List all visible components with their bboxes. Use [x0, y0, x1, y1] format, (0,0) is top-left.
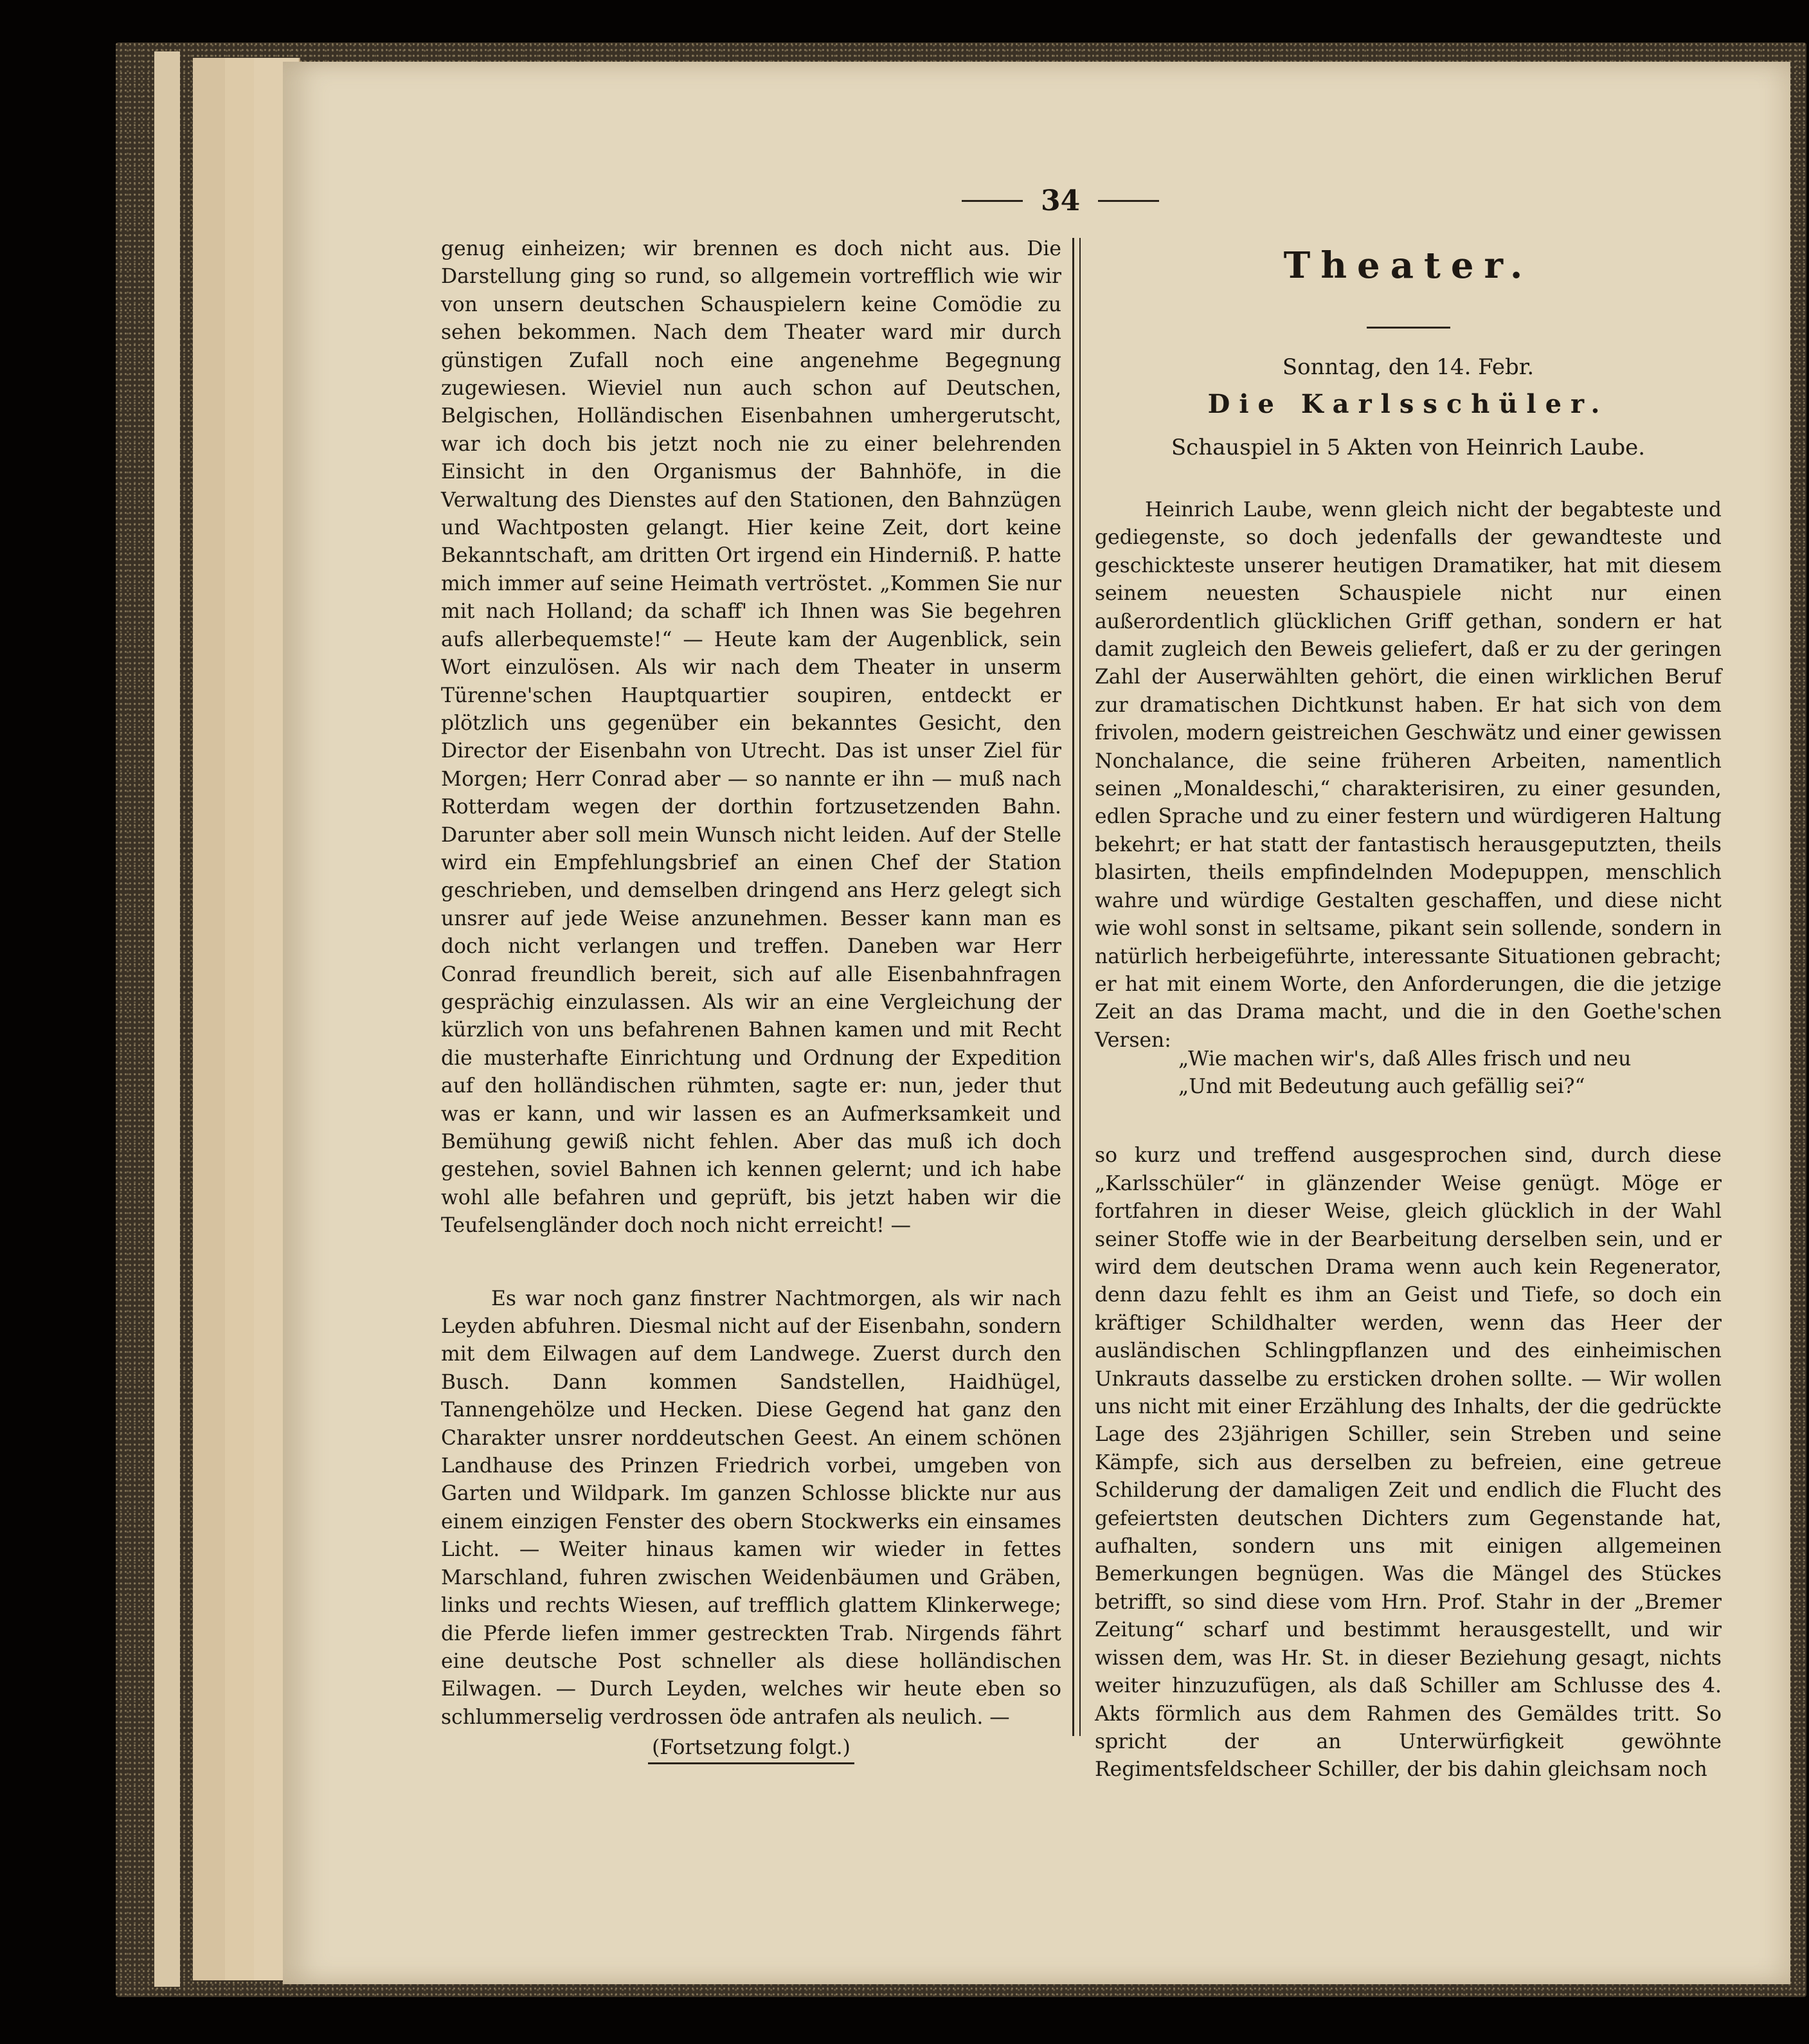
- continued-note: [441, 1734, 1061, 1764]
- page-number-rule-right: [1098, 200, 1159, 202]
- title-rule: [1367, 327, 1450, 329]
- play-subtitle: Schauspiel in 5 Akten von Heinrich Laube.: [1171, 435, 1646, 460]
- left-column: [441, 235, 1061, 1764]
- right-column-body: [1095, 496, 1722, 1054]
- right-column-body-2: [1095, 1122, 1722, 1804]
- column-separator-space: [441, 1240, 1061, 1285]
- page-number-rule-left: [962, 200, 1023, 202]
- left-paragraph-1: genug einheizen; wir brennen es doch nicht aus. Die Darstellung ging so rund, so allgemein vortrefflich wie wir von unsern deutschen Schauspielern keine Comödie zu sehen bekommen. Nach dem Theater ward mir durch günstigen Zufall noch eine angenehme Begegnung zugewiesen. Wieviel nun auch schon auf Deutschen, Belgischen, Holländischen Eisenbahnen umhergerutscht, war ich doch bis jetzt noch nie zu einer belehrenden Einsicht in den Organismus der Bahnhöfe, in die Verwaltung des Dienstes auf den Stationen, den Bahnzügen und Wachtposten gelangt. Hier keine Zeit, dort keine Bekanntschaft, am dritten Ort irgend ein Hinderniß. P. hatte mich immer auf seine Heimath vertröstet. „Kommen Sie nur mit nach Holland; da schaff' ich Ihnen was Sie begehren aufs allerbequemste!“ — Heute kam der Augenblick, sein Wort einzulösen. Als wir nach dem Theater in unserm Türenne'schen Hauptquartier soupiren, entdeckt er plötzlich uns gegenüber ein bekanntes Gesicht, den Director der Eisenbahn von Utrecht. Das ist unser Ziel für Morgen; Herr Conrad aber — so nannte er ihn — muß nach Rotterdam wegen der dorthin fortzusetzenden Bahn. Darunter aber soll mein Wunsch nicht leiden. Auf der Stelle wird ein Empfehlungsbrief an einen Chef der Station geschrieben, und demselben dringend ans Herz gelegt sich unsrer auf jede Weise anzunehmen. Besser kann man es doch nicht verlangen und treffen. Daneben war Herr Conrad freundlich bereit, sich auf alle Eisenbahnfragen gesprächig einzulassen. Als wir an eine Vergleichung der kürzlich von uns befahrenen Bahnen kamen und mit Recht die musterhafte Einrichtung und Ordnung der Expedition auf den holländischen rühmten, sagte er: nun, jeder thut was er kann, und wir lassen es an Aufmerksamkeit und Bemühung gewiß nicht fehlen. Aber das muß ich doch gestehen, soviel Bahnen ich kennen gelernt; und ich habe wohl alle befahren und geprüft, bis jetzt haben wir die Teufelsengländer doch noch nicht erreicht! —: [441, 237, 1061, 1238]
- page-number-text: 34: [1041, 185, 1081, 217]
- verse-line-2: „Und mit Bedeutung auch gefällig sei?“: [1178, 1075, 1585, 1099]
- cover-binding-strip: [154, 51, 180, 1987]
- section-title: Theater.: [1283, 244, 1533, 287]
- right-paragraph-2: so kurz und treffend ausgesprochen sind, durch diese „Karlsschüler“ in glänzender Weise genügt. Möge er fortfahren in dieser Weise, gleich glücklich in der Wahl seiner Stoffe wie in der Bearbeitung derselben sein, und er wird dem deutschen Drama wenn auch kein Regenerator, denn dazu fehlt es ihm an Geist und Tiefe, so doch ein kräftiger Schildhalter werden, wenn das Heer der ausländischen Schlingpflanzen und des einheimischen Unkrauts dasselbe zu ersticken drohen sollte. — Wir wollen uns nicht mit einer Erzählung des Inhalts, der die gedrückte Lage des 23jährigen Schiller, sein Streben und seine Kämpfe, sich aus derselben zu befreien, eine getreue Schilderung der damaligen Zeit und endlich die Flucht des gefeiertsten deutschen Dichters zum Gegenstande hat, aufhalten, sondern uns mit einigen allgemeinen Bemerkungen begnügen. Was die Mängel des Stückes betrifft, so sind diese vom Hrn. Prof. Stahr in der „Bremer Zeitung“ scharf und bestimmt herausgestellt, und wir wissen dem, was Hr. St. in dieser Beziehung gesagt, nichts weiter hinzuzufügen, als daß Schiller am Schlusse des 4. Akts förmlich aus dem Rahmen des Gemäldes tritt. So spricht der an Unterwürfigkeit gewöhnte Regimentsfeldscheer Schiller, der bis dahin gleichsam noch: [1095, 1144, 1722, 1782]
- right-paragraph-1: Heinrich Laube, wenn gleich nicht der begabteste und gediegenste, so doch jedenfalls der gewandteste und geschickteste unserer heutigen Dramatiker, hat mit diesem seinem neuesten Schauspiele nicht nur einen außerordentlich glücklichen Griff gethan, sondern er hat damit zugleich den Beweis geliefert, daß er zu der geringen Zahl der Auserwählten gehört, die einen wirklichen Beruf zur dramatischen Dichtkunst haben. Er hat sich von dem frivolen, modern geistreichen Geschwätz und einer gewissen Nonchalance, die seine früheren Arbeiten, namentlich seinen „Monaldeschi,“ charakterisiren, zu einer gesunden, edlen Sprache und zu einer festern und würdigeren Haltung bekehrt; er hat statt der fantastisch herausgeputzten, theils blasirten, theils empfindelnden Modepuppen, menschlich wahre und würdige Gestalten geschaffen, und diese nicht wie wohl sonst in seltsame, pikant sein sollende, sondern in natürlich herbeigeführte, interessante Situationen gebracht; er hat mit einem Worte, den Anforderungen, die die jetzige Zeit an das Drama macht, und die in den Goethe'schen Versen:: [1095, 498, 1722, 1052]
- page-number: [962, 185, 1159, 217]
- verse-line-1: „Wie machen wir's, daß Alles frisch und neu: [1178, 1047, 1632, 1071]
- continued-text: (Fortsetzung folgt.): [648, 1734, 854, 1764]
- theater-heading: [1095, 244, 1722, 460]
- play-title: Die Karlsschüler.: [1207, 389, 1609, 419]
- date-line: Sonntag, den 14. Febr.: [1282, 354, 1534, 380]
- left-paragraph-2: Es war noch ganz finstrer Nachtmorgen, als wir nach Leyden abfuhren. Diesmal nicht auf der Eisenbahn, sondern mit dem Eilwagen auf dem Landwege. Zuerst durch den Busch. Dann kommen Sandstellen, Haidhügel, Tannengehölze und Hecken. Diese Gegend hat ganz den Charakter unsrer norddeutschen Geest. An einem schönen Landhause des Prinzen Friedrich vorbei, umgeben von Garten und Wildpark. Im ganzen Schlosse blickte nur aus einem einzigen Fenster des obern Stockwerks ein einsames Licht. — Weiter hinaus kamen wir wieder in fettes Marschland, fuhren zwischen Weidenbäumen und Gräben, links und rechts Wiesen, auf trefflich glattem Klinkerwege; die Pferde liefen immer gestreckten Trab. Nirgends fährt eine deutsche Post schneller als diese holländischen Eilwagen. — Durch Leyden, welches wir heute eben so schlummerselig verdrossen öde antrafen als neulich. —: [441, 1287, 1061, 1729]
- goethe-verse: [1095, 1045, 1722, 1101]
- column-divider: [1072, 238, 1081, 1736]
